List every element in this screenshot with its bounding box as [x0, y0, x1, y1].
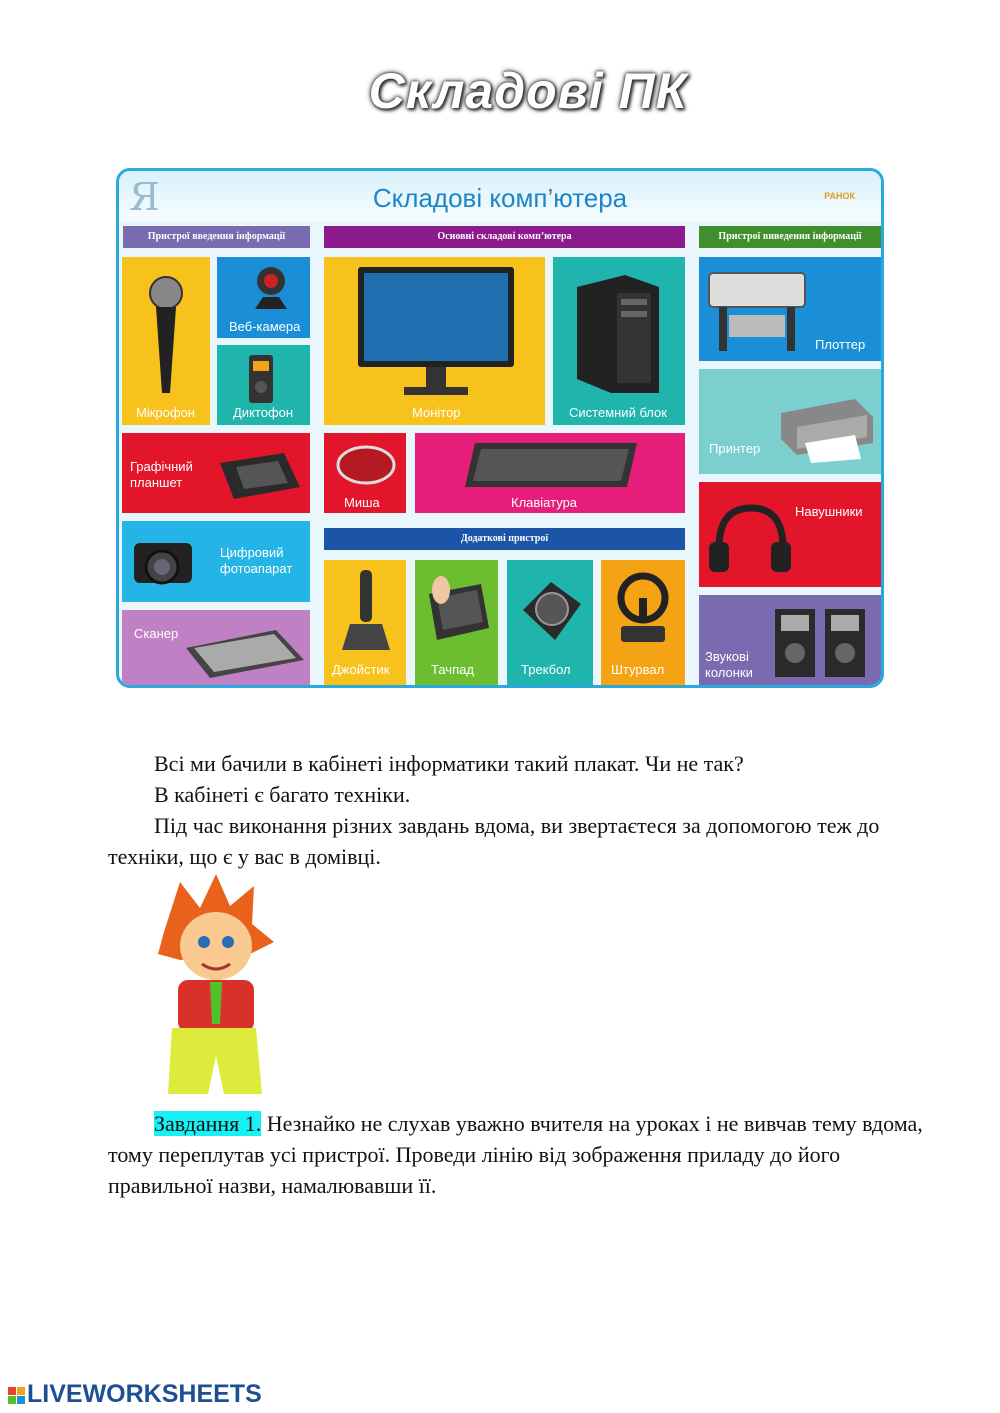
paragraph-1: Всі ми бачили в кабінеті інформатики такий плакат. Чи не так? [154, 751, 744, 776]
tablet-icon [210, 447, 304, 505]
tile-camera [122, 521, 310, 602]
poster-header [119, 171, 881, 221]
tile-joystick [324, 560, 406, 686]
tile-system-unit [553, 257, 685, 425]
section-output: Пристрої виведення інформації [699, 226, 881, 248]
paragraph-3: Під час виконання різних завдань вдома, ви звертаєтеся за допомогою теж до техніки, що є у вас в домівці. [108, 813, 880, 869]
printer-icon [775, 383, 877, 465]
tile-wheel [601, 560, 685, 686]
label-printer: Принтер [709, 441, 761, 456]
scanner-icon [180, 620, 308, 682]
label-trackball: Трекбол [521, 662, 571, 677]
label-webcam: Веб-камера [229, 319, 301, 334]
trackball-icon [515, 570, 587, 650]
label-speakers: Звукові колонки [705, 649, 753, 680]
tile-recorder [217, 345, 310, 425]
tile-microphone [122, 257, 210, 425]
page-title: Складові ПК [368, 63, 688, 119]
neznaiko-illustration [150, 872, 280, 1100]
task-text [108, 1108, 938, 1201]
recorder-icon [245, 347, 277, 407]
label-microphone: Мікрофон [136, 405, 195, 420]
speakers-icon [771, 603, 875, 681]
webcam-icon [245, 263, 295, 313]
steering-wheel-icon [611, 568, 677, 648]
label-joystick: Джойстик [332, 662, 390, 677]
tile-mouse [324, 433, 406, 513]
logo-ya: Я [129, 175, 160, 219]
joystick-icon [338, 566, 394, 656]
keyboard-icon [461, 439, 641, 491]
tile-tablet [122, 433, 310, 513]
paragraph-2: В кабінеті є багато техніки. [154, 782, 411, 807]
microphone-icon [146, 275, 186, 395]
footer-brand: LIVEWORKSHEETS [27, 1380, 262, 1408]
label-mouse: Миша [344, 495, 380, 510]
liveworksheets-logo [8, 1380, 262, 1409]
task-body: Незнайко не слухав уважно вчителя на уроках і не вивчав тему вдома, тому переплутав усі пристрої. Проведи лінію від зображення приладу до його правильної назви, намалювавши її. [108, 1111, 923, 1198]
tile-webcam [217, 257, 310, 338]
tile-touchpad [415, 560, 498, 686]
poster-title: Складові комп’ютера [372, 183, 628, 213]
camera-icon [128, 527, 198, 597]
lw-logo-icon [8, 1387, 25, 1404]
label-scanner: Сканер [134, 626, 179, 641]
label-keyboard: Клавіатура [511, 495, 578, 510]
poster-image [116, 168, 884, 688]
tile-monitor [324, 257, 545, 425]
tile-trackball [507, 560, 593, 686]
mouse-icon [332, 439, 398, 489]
system-unit-icon [573, 271, 663, 396]
touchpad-icon [421, 570, 493, 650]
label-system-unit: Системний блок [569, 405, 667, 420]
tile-scanner [122, 610, 310, 686]
tile-speakers [699, 595, 881, 686]
task-label: Завдання 1. [154, 1111, 262, 1136]
headphones-icon [705, 498, 795, 580]
logo-ranok: РАНОК [824, 191, 855, 201]
label-touchpad: Тачпад [431, 662, 474, 677]
label-plotter: Плоттер [815, 337, 866, 352]
label-wheel: Штурвал [611, 662, 665, 677]
intro-text [108, 748, 938, 872]
tile-plotter [699, 257, 881, 361]
plotter-icon [705, 265, 809, 357]
label-monitor: Монітор [412, 405, 461, 420]
section-main: Основні складові комп’ютера [324, 226, 685, 248]
label-recorder: Диктофон [233, 405, 294, 420]
tile-printer [699, 369, 881, 474]
label-tablet: Графічний планшет [130, 459, 193, 490]
monitor-icon [354, 263, 518, 403]
task-paragraph [108, 1108, 938, 1201]
label-headphones: Навушники [795, 504, 863, 519]
section-extra: Додаткові пристрої [324, 528, 685, 550]
label-camera: Цифровий фотоапарат [220, 545, 293, 576]
section-input: Пристрої введення інформації [123, 226, 310, 248]
tile-keyboard [415, 433, 685, 513]
tile-headphones [699, 482, 881, 587]
